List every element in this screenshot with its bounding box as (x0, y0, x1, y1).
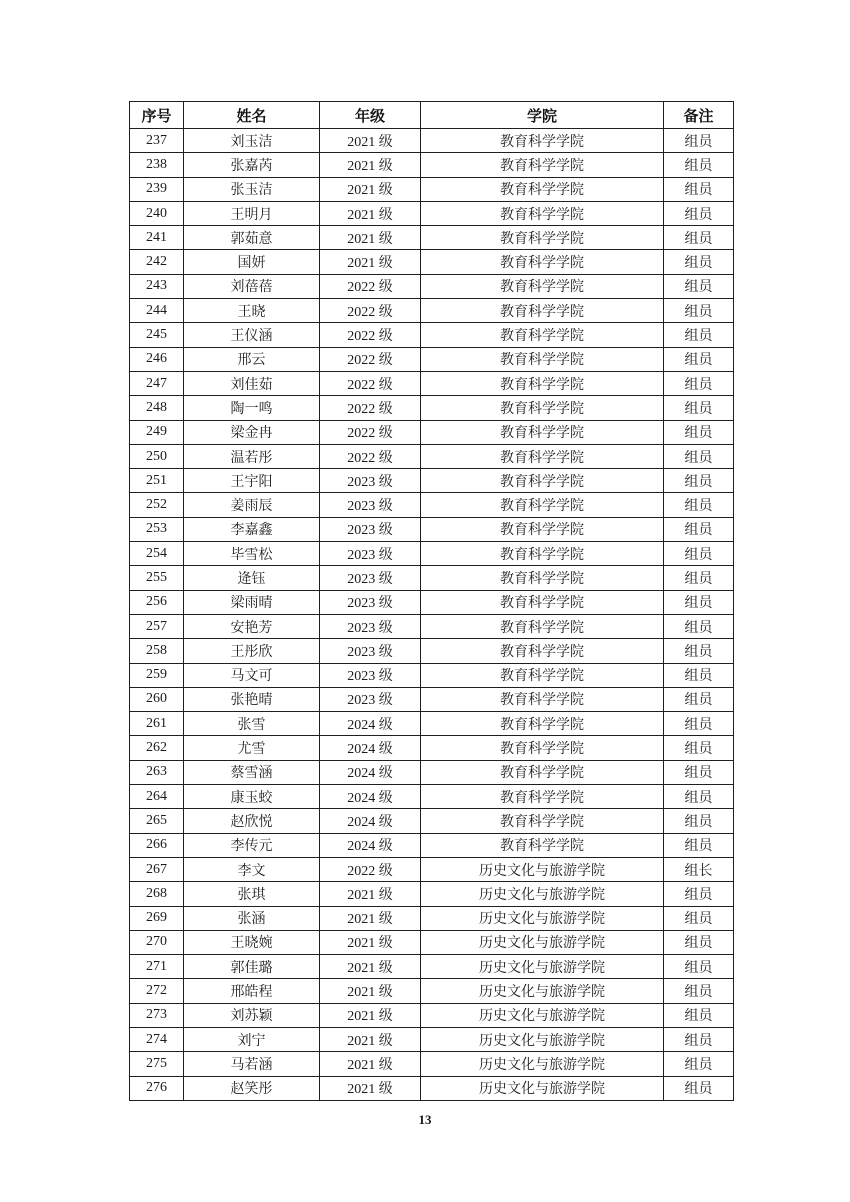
college-cell: 教育科学学院 (421, 323, 664, 347)
table-row (130, 129, 734, 153)
college-cell: 教育科学学院 (421, 833, 664, 857)
note-cell: 组员 (664, 274, 734, 298)
grade-cell: 2022 级 (320, 444, 421, 468)
index-cell: 254 (130, 542, 184, 566)
table-row (130, 590, 734, 614)
college-cell: 教育科学学院 (421, 396, 664, 420)
college-cell: 教育科学学院 (421, 663, 664, 687)
name-cell: 马文可 (184, 663, 320, 687)
index-cell: 261 (130, 712, 184, 736)
college-cell: 历史文化与旅游学院 (421, 930, 664, 954)
index-cell: 246 (130, 347, 184, 371)
note-cell: 组员 (664, 347, 734, 371)
college-cell: 教育科学学院 (421, 444, 664, 468)
table-row (130, 663, 734, 687)
grade-cell: 2021 级 (320, 1076, 421, 1100)
note-cell: 组员 (664, 614, 734, 638)
table-row (130, 857, 734, 881)
table-row (130, 396, 734, 420)
grade-cell: 2021 级 (320, 153, 421, 177)
grade-cell: 2021 级 (320, 226, 421, 250)
index-cell: 241 (130, 226, 184, 250)
table-row (130, 201, 734, 225)
index-cell: 244 (130, 299, 184, 323)
note-cell: 组员 (664, 663, 734, 687)
college-cell: 教育科学学院 (421, 687, 664, 711)
note-cell: 组员 (664, 1027, 734, 1051)
column-header-name: 姓名 (184, 102, 320, 129)
college-cell: 教育科学学院 (421, 469, 664, 493)
college-cell: 教育科学学院 (421, 614, 664, 638)
note-cell: 组员 (664, 809, 734, 833)
index-cell: 263 (130, 760, 184, 784)
note-cell: 组员 (664, 517, 734, 541)
index-cell: 257 (130, 614, 184, 638)
index-cell: 268 (130, 882, 184, 906)
name-cell: 赵欣悦 (184, 809, 320, 833)
college-cell: 教育科学学院 (421, 153, 664, 177)
table-row (130, 444, 734, 468)
college-cell: 历史文化与旅游学院 (421, 857, 664, 881)
name-cell: 王明月 (184, 201, 320, 225)
college-cell: 教育科学学院 (421, 371, 664, 395)
note-cell: 组员 (664, 396, 734, 420)
index-cell: 255 (130, 566, 184, 590)
table-row (130, 979, 734, 1003)
name-cell: 王宇阳 (184, 469, 320, 493)
note-cell: 组员 (664, 201, 734, 225)
index-cell: 248 (130, 396, 184, 420)
grade-cell: 2021 级 (320, 1052, 421, 1076)
table-row (130, 930, 734, 954)
college-cell: 教育科学学院 (421, 274, 664, 298)
grade-cell: 2021 级 (320, 955, 421, 979)
grade-cell: 2024 级 (320, 809, 421, 833)
table-row (130, 469, 734, 493)
note-cell: 组员 (664, 493, 734, 517)
grade-cell: 2021 级 (320, 1027, 421, 1051)
grade-cell: 2023 级 (320, 469, 421, 493)
table-row (130, 833, 734, 857)
name-cell: 张琪 (184, 882, 320, 906)
roster-table (129, 101, 734, 1101)
note-cell: 组员 (664, 469, 734, 493)
name-cell: 姜雨辰 (184, 493, 320, 517)
college-cell: 历史文化与旅游学院 (421, 955, 664, 979)
college-cell: 教育科学学院 (421, 129, 664, 153)
college-cell: 教育科学学院 (421, 347, 664, 371)
column-header-grade: 年级 (320, 102, 421, 129)
index-cell: 249 (130, 420, 184, 444)
index-cell: 250 (130, 444, 184, 468)
table-row (130, 323, 734, 347)
table-row (130, 274, 734, 298)
name-cell: 毕雪松 (184, 542, 320, 566)
name-cell: 刘佳茹 (184, 371, 320, 395)
college-cell: 教育科学学院 (421, 639, 664, 663)
table-row (130, 906, 734, 930)
table-row (130, 250, 734, 274)
name-cell: 国妍 (184, 250, 320, 274)
index-cell: 266 (130, 833, 184, 857)
table-row (130, 1076, 734, 1100)
index-cell: 273 (130, 1003, 184, 1027)
table-row (130, 712, 734, 736)
grade-cell: 2023 级 (320, 566, 421, 590)
index-cell: 260 (130, 687, 184, 711)
grade-cell: 2024 级 (320, 712, 421, 736)
college-cell: 教育科学学院 (421, 201, 664, 225)
table-row (130, 639, 734, 663)
note-cell: 组员 (664, 590, 734, 614)
table-row (130, 760, 734, 784)
grade-cell: 2022 级 (320, 274, 421, 298)
table-row (130, 226, 734, 250)
college-cell: 教育科学学院 (421, 299, 664, 323)
name-cell: 张嘉芮 (184, 153, 320, 177)
note-cell: 组员 (664, 444, 734, 468)
name-cell: 李文 (184, 857, 320, 881)
grade-cell: 2024 级 (320, 833, 421, 857)
name-cell: 李传元 (184, 833, 320, 857)
index-cell: 239 (130, 177, 184, 201)
table-row (130, 371, 734, 395)
note-cell: 组员 (664, 736, 734, 760)
index-cell: 275 (130, 1052, 184, 1076)
college-cell: 历史文化与旅游学院 (421, 1052, 664, 1076)
index-cell: 265 (130, 809, 184, 833)
college-cell: 教育科学学院 (421, 760, 664, 784)
table-row (130, 566, 734, 590)
name-cell: 王晓婉 (184, 930, 320, 954)
table-row (130, 1052, 734, 1076)
name-cell: 郭佳璐 (184, 955, 320, 979)
table-row (130, 809, 734, 833)
college-cell: 教育科学学院 (421, 809, 664, 833)
note-cell: 组员 (664, 542, 734, 566)
grade-cell: 2023 级 (320, 517, 421, 541)
name-cell: 陶一鸣 (184, 396, 320, 420)
note-cell: 组员 (664, 833, 734, 857)
note-cell: 组员 (664, 760, 734, 784)
name-cell: 刘苏颖 (184, 1003, 320, 1027)
grade-cell: 2023 级 (320, 493, 421, 517)
index-cell: 252 (130, 493, 184, 517)
name-cell: 邢皓程 (184, 979, 320, 1003)
index-cell: 251 (130, 469, 184, 493)
note-cell: 组员 (664, 1076, 734, 1100)
table-row (130, 542, 734, 566)
note-cell: 组员 (664, 1052, 734, 1076)
name-cell: 王晓 (184, 299, 320, 323)
note-cell: 组员 (664, 153, 734, 177)
grade-cell: 2023 级 (320, 614, 421, 638)
table-row (130, 493, 734, 517)
index-cell: 237 (130, 129, 184, 153)
grade-cell: 2021 级 (320, 250, 421, 274)
page-number: 13 (418, 1112, 432, 1127)
grade-cell: 2021 级 (320, 930, 421, 954)
name-cell: 张玉洁 (184, 177, 320, 201)
index-cell: 242 (130, 250, 184, 274)
name-cell: 赵笑彤 (184, 1076, 320, 1100)
name-cell: 尤雪 (184, 736, 320, 760)
name-cell: 张艳晴 (184, 687, 320, 711)
college-cell: 历史文化与旅游学院 (421, 906, 664, 930)
college-cell: 教育科学学院 (421, 493, 664, 517)
table-row (130, 420, 734, 444)
note-cell: 组员 (664, 930, 734, 954)
name-cell: 刘玉洁 (184, 129, 320, 153)
name-cell: 康玉蛟 (184, 785, 320, 809)
grade-cell: 2022 级 (320, 420, 421, 444)
grade-cell: 2024 级 (320, 736, 421, 760)
grade-cell: 2021 级 (320, 201, 421, 225)
grade-cell: 2021 级 (320, 906, 421, 930)
name-cell: 张雪 (184, 712, 320, 736)
table-row (130, 1027, 734, 1051)
college-cell: 历史文化与旅游学院 (421, 1003, 664, 1027)
college-cell: 教育科学学院 (421, 517, 664, 541)
table-row (130, 785, 734, 809)
college-cell: 教育科学学院 (421, 250, 664, 274)
name-cell: 梁雨晴 (184, 590, 320, 614)
table-row (130, 1003, 734, 1027)
note-cell: 组员 (664, 250, 734, 274)
note-cell: 组员 (664, 639, 734, 663)
name-cell: 郭茹意 (184, 226, 320, 250)
table-row (130, 177, 734, 201)
college-cell: 历史文化与旅游学院 (421, 882, 664, 906)
grade-cell: 2024 级 (320, 785, 421, 809)
note-cell: 组员 (664, 177, 734, 201)
note-cell: 组员 (664, 906, 734, 930)
name-cell: 刘宁 (184, 1027, 320, 1051)
note-cell: 组员 (664, 1003, 734, 1027)
note-cell: 组员 (664, 371, 734, 395)
college-cell: 教育科学学院 (421, 736, 664, 760)
name-cell: 刘蓓蓓 (184, 274, 320, 298)
column-header-index: 序号 (130, 102, 184, 129)
note-cell: 组员 (664, 299, 734, 323)
index-cell: 256 (130, 590, 184, 614)
index-cell: 272 (130, 979, 184, 1003)
index-cell: 267 (130, 857, 184, 881)
grade-cell: 2021 级 (320, 177, 421, 201)
name-cell: 温若彤 (184, 444, 320, 468)
name-cell: 邢云 (184, 347, 320, 371)
column-header-note: 备注 (664, 102, 734, 129)
college-cell: 教育科学学院 (421, 566, 664, 590)
index-cell: 271 (130, 955, 184, 979)
index-cell: 274 (130, 1027, 184, 1051)
index-cell: 269 (130, 906, 184, 930)
note-cell: 组员 (664, 420, 734, 444)
name-cell: 王彤欣 (184, 639, 320, 663)
note-cell: 组员 (664, 129, 734, 153)
name-cell: 逄钰 (184, 566, 320, 590)
table-row (130, 614, 734, 638)
note-cell: 组员 (664, 323, 734, 347)
grade-cell: 2023 级 (320, 663, 421, 687)
name-cell: 蔡雪涵 (184, 760, 320, 784)
index-cell: 245 (130, 323, 184, 347)
table-row (130, 687, 734, 711)
index-cell: 247 (130, 371, 184, 395)
index-cell: 253 (130, 517, 184, 541)
table-row (130, 955, 734, 979)
note-cell: 组员 (664, 566, 734, 590)
grade-cell: 2021 级 (320, 882, 421, 906)
table-row (130, 153, 734, 177)
index-cell: 276 (130, 1076, 184, 1100)
grade-cell: 2022 级 (320, 347, 421, 371)
grade-cell: 2021 级 (320, 1003, 421, 1027)
index-cell: 262 (130, 736, 184, 760)
grade-cell: 2023 级 (320, 542, 421, 566)
grade-cell: 2022 级 (320, 396, 421, 420)
college-cell: 教育科学学院 (421, 226, 664, 250)
grade-cell: 2023 级 (320, 590, 421, 614)
note-cell: 组员 (664, 785, 734, 809)
index-cell: 240 (130, 201, 184, 225)
table-row (130, 299, 734, 323)
grade-cell: 2021 级 (320, 129, 421, 153)
note-cell: 组员 (664, 712, 734, 736)
grade-cell: 2023 级 (320, 639, 421, 663)
college-cell: 历史文化与旅游学院 (421, 1027, 664, 1051)
note-cell: 组员 (664, 882, 734, 906)
table-header-row (130, 102, 734, 129)
grade-cell: 2023 级 (320, 687, 421, 711)
grade-cell: 2021 级 (320, 979, 421, 1003)
name-cell: 梁金冉 (184, 420, 320, 444)
name-cell: 马若涵 (184, 1052, 320, 1076)
name-cell: 李嘉鑫 (184, 517, 320, 541)
note-cell: 组员 (664, 226, 734, 250)
note-cell: 组员 (664, 979, 734, 1003)
grade-cell: 2022 级 (320, 299, 421, 323)
college-cell: 教育科学学院 (421, 420, 664, 444)
index-cell: 264 (130, 785, 184, 809)
note-cell: 组长 (664, 857, 734, 881)
college-cell: 教育科学学院 (421, 177, 664, 201)
name-cell: 安艳芳 (184, 614, 320, 638)
column-header-college: 学院 (421, 102, 664, 129)
note-cell: 组员 (664, 955, 734, 979)
index-cell: 270 (130, 930, 184, 954)
note-cell: 组员 (664, 687, 734, 711)
college-cell: 历史文化与旅游学院 (421, 1076, 664, 1100)
grade-cell: 2022 级 (320, 857, 421, 881)
index-cell: 238 (130, 153, 184, 177)
index-cell: 258 (130, 639, 184, 663)
college-cell: 教育科学学院 (421, 785, 664, 809)
table-row (130, 347, 734, 371)
college-cell: 教育科学学院 (421, 542, 664, 566)
table-row (130, 517, 734, 541)
name-cell: 张涵 (184, 906, 320, 930)
college-cell: 教育科学学院 (421, 712, 664, 736)
college-cell: 教育科学学院 (421, 590, 664, 614)
grade-cell: 2024 级 (320, 760, 421, 784)
table-row (130, 736, 734, 760)
grade-cell: 2022 级 (320, 371, 421, 395)
index-cell: 259 (130, 663, 184, 687)
table-row (130, 882, 734, 906)
college-cell: 历史文化与旅游学院 (421, 979, 664, 1003)
name-cell: 王仪涵 (184, 323, 320, 347)
grade-cell: 2022 级 (320, 323, 421, 347)
index-cell: 243 (130, 274, 184, 298)
